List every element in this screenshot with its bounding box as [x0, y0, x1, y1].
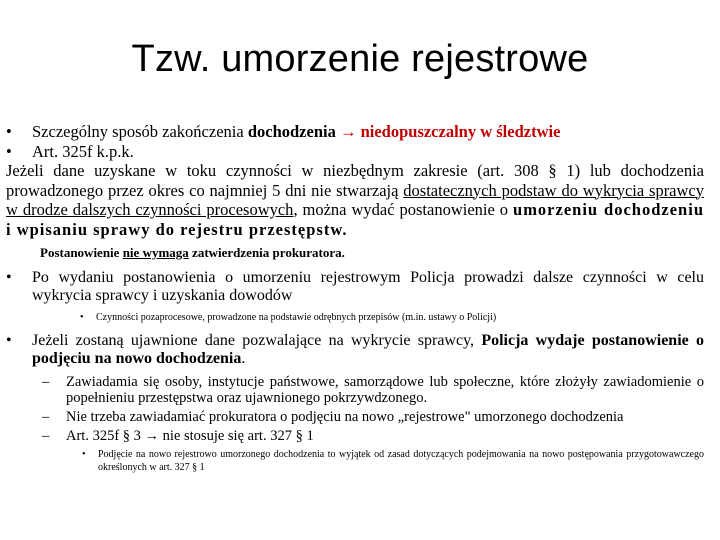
dash-icon: –: [42, 374, 50, 390]
bullet-icon: •: [6, 269, 12, 286]
bullet-item-2: [6, 142, 704, 162]
dash-text-2: Nie trzeba zawiadamiać prokuratora o podjęciu na nowo „rejestrowe" umorzonego dochodzenia: [66, 409, 624, 425]
bullet-text-4: Jeżeli zostaną ujawnione dane pozwalające na wykrycie sprawcy, Policja wydaje postanowienie o podjęciu na nowo dochodzenia.: [32, 332, 705, 367]
slide-body: [6, 122, 704, 474]
arrow-icon: →: [339, 122, 357, 141]
dash-icon: –: [42, 409, 50, 425]
dash-list: [6, 374, 704, 444]
bullet-icon: •: [6, 332, 12, 349]
arrow-icon: →: [144, 428, 160, 444]
bullet-icon: •: [6, 122, 12, 141]
sub-bullet-text-2: Podjęcie na nowo rejestrowo umorzonego dochodzenia to wyjątek od zasad dotyczących podejmowania na nowo postępowania przygotowawczego określonych w art. 327 § 1: [98, 449, 704, 473]
dash-icon: –: [42, 428, 50, 444]
sub-bullet-item: [6, 311, 704, 324]
dash-text-1: Zawiadamia się osoby, instytucje państwowe, samorządowe lub społeczne, które złożyły zawiadomienie o popełnieniu przestępstwa oraz ujawnionego pokrzywdzonego.: [66, 374, 704, 406]
bullet-icon: •: [6, 141, 12, 161]
bullet-text-1: Szczególny sposób zakończenia dochodzenia → niedopuszczalny w śledztwie: [32, 122, 561, 141]
dash-item-2: [42, 409, 704, 425]
bullet-text-3: Po wydaniu postanowienia o umorzeniu rejestrowym Policja prowadzi dalsze czynności w celu wykrycia sprawcy i uzyskania dowodów: [32, 269, 704, 304]
bullet-text-2: Art. 325f k.p.k.: [32, 141, 134, 161]
approval-note: Postanowienie nie wymaga zatwierdzenia prokuratora.: [40, 245, 345, 260]
sub-bullet-item-2: [6, 448, 704, 474]
dash-text-3: Art. 325f § 3 → nie stosuje się art. 327 § 1: [66, 428, 314, 444]
bullet-item-4: [6, 332, 704, 368]
bullet-item-3: [6, 269, 704, 305]
dash-item-3: [42, 428, 704, 444]
bullet-item-1: [6, 122, 704, 142]
dash-item-1: [42, 374, 704, 406]
article-paragraph: Jeżeli dane uzyskane w toku czynności w niezbędnym zakresie (art. 308 § 1) lub dochodzenia prowadzonego przez okres co najmniej 5 dni nie stwarzają dostatecznych podstaw do wykrycia sprawcy w drodze dalszych czynności procesowych, można wydać postanowienie o umorzeniu dochodzeniu i wpisaniu sprawy do rejestru przestępstw.: [6, 161, 704, 239]
bullet-icon: •: [80, 312, 84, 323]
bullet-icon: •: [82, 449, 86, 460]
slide-title: Tzw. umorzenie rejestrowe: [131, 38, 589, 80]
sub-bullet-text: Czynności pozaprocesowe, prowadzone na podstawie odrębnych przepisów (m.in. ustawy o Policji): [96, 312, 497, 323]
